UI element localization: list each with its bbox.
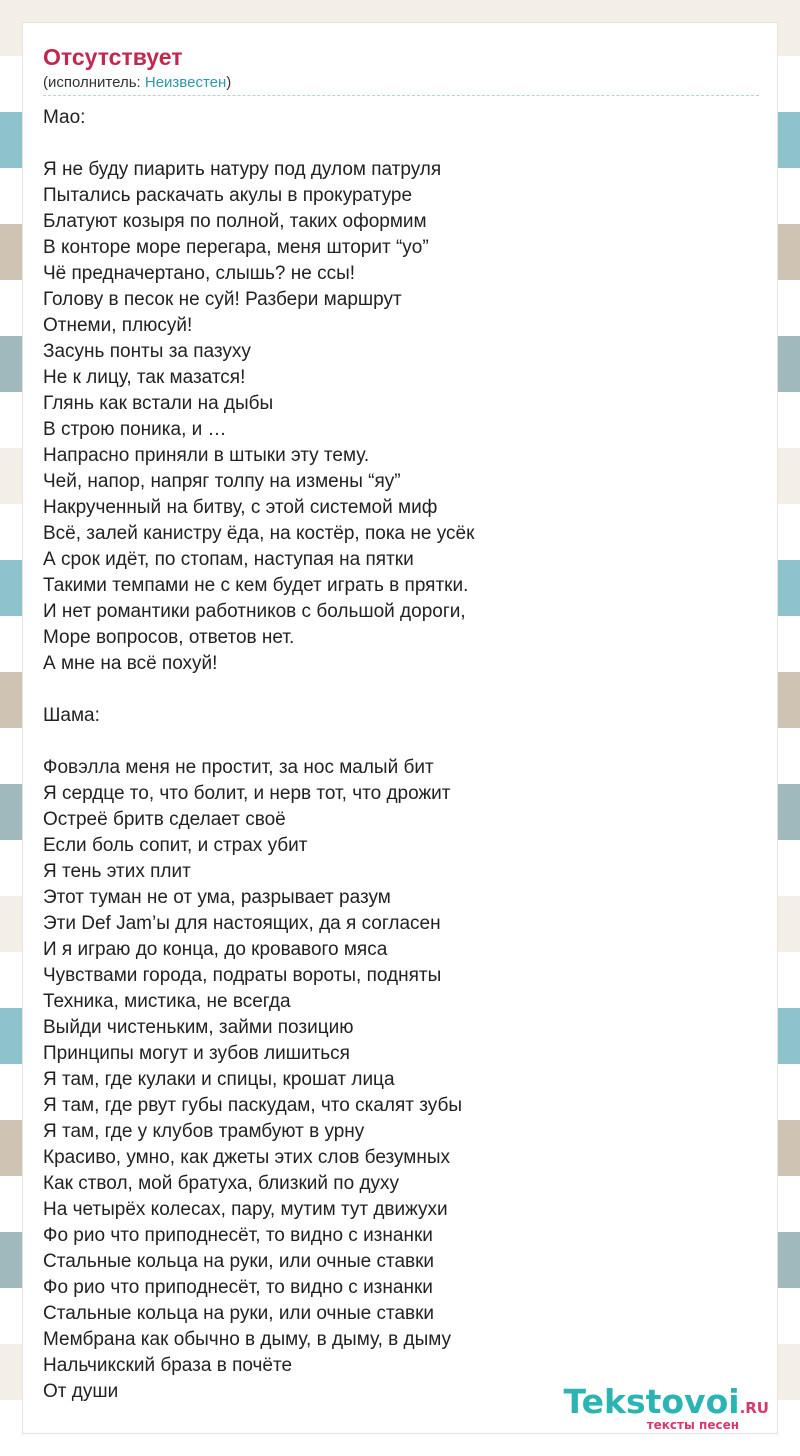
logo-name: Tekstovoi xyxy=(563,1382,740,1421)
logo-tld: .RU xyxy=(739,1399,769,1417)
song-title: Отсутствует xyxy=(43,44,183,70)
artist-prefix: (исполнитель: xyxy=(43,74,145,91)
logo-tagline: тексты песен xyxy=(646,1418,739,1432)
artist-link[interactable]: Неизвестен xyxy=(144,74,227,91)
artist-line xyxy=(43,73,231,93)
artist-suffix: ) xyxy=(226,74,232,91)
lyrics-text: Мао: Я не буду пиарить натуру под дулом патруля Пытались раскачать акулы в прокуратуре Блатуют козыря по полной, таких оформим В конторе море перегара, меня шторит “yo” Чё предначертано, слышь? не ссы! Голову в песок не суй! Разбери маршрут Отнеми, плюсуй! Засунь понты за пазуху Не к лицу, так мазатся! Глянь как встали на дыбы В строю поника, и … Напрасно приняли в штыки эту тему. Чей, напор, напряг толпу на измены “яу” Накрученный на битву, с этой системой миф Всё, залей канистру ёда, на костёр, пока не усёк А срок идёт, по стопам, наступая на пятки Такими темпами не с кем будет играть в прятки. И нет романтики работников с большой дороги, Море вопросов, ответов нет. А мне на всё похуй! Шама: Фовэлла меня не простит, за нос малый бит Я сердце то, что болит, и нерв тот, что дрожит Остреё бритв сделает своё Если боль сопит, и страх убит Я тень этих плит Этот туман не от ума, разрывает разум Эти Def Jam’ы для настоящих, да я согласен И я играю до конца, до кровавого мяса Чувствами города, подраты вороты, подняты Техника, мистика, не всегда Выйди чистеньким, займи позицию Принципы могут и зубов лишиться Я там, где кулаки и спицы, крошат лица Я там, где рвут губы паскудам, что скалят зубы Я там, где у клубов трамбуют в урну Красиво, умно, как джеты этих слов безумных Как ствол, мой братуха, близкий по духу На четырёх колесах, пару, мутим тут движухи Фо рио что приподнесёт, то видно с изнанки Стальные кольца на руки, или очные ставки Фо рио что приподнесёт, то видно с изнанки Стальные кольца на руки, или очные ставки Мембрана как обычно в дыму, в дыму, в дыму Нальчикский браза в почёте От души xyxy=(43,107,475,1402)
lyrics-card xyxy=(22,22,778,1434)
dashed-divider xyxy=(43,95,759,96)
site-logo[interactable] xyxy=(563,1382,769,1432)
